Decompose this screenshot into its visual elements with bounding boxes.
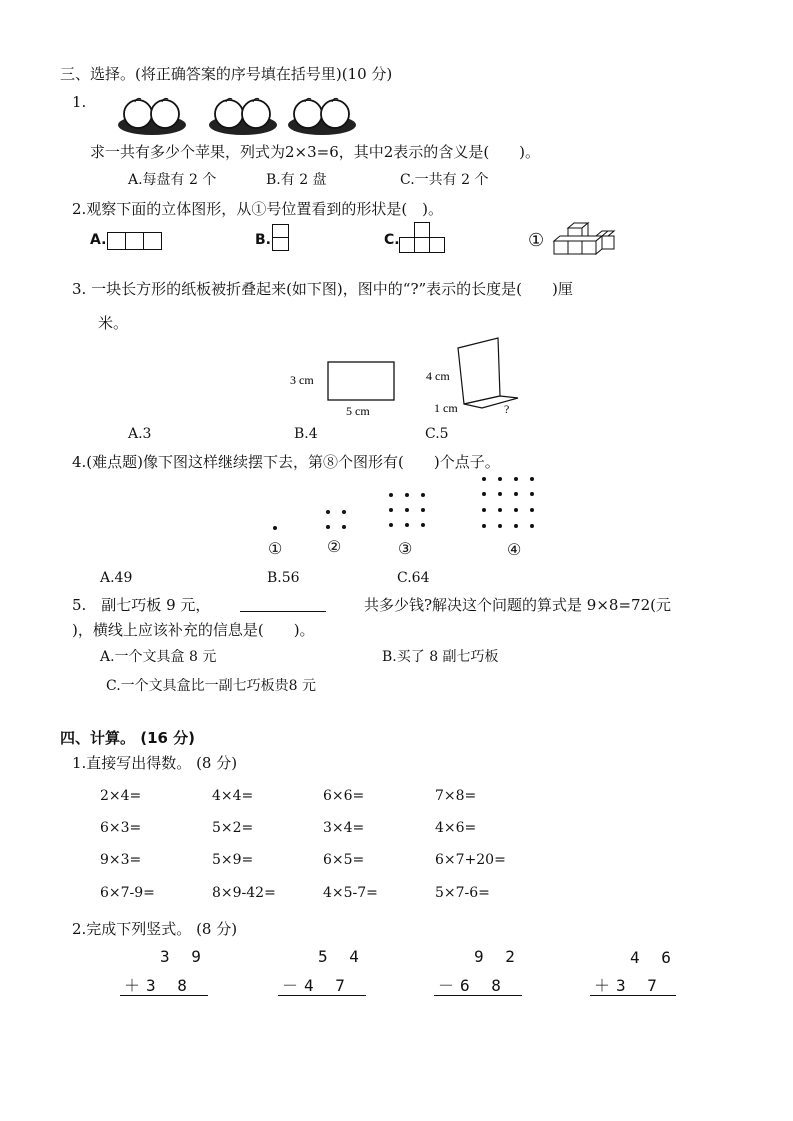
q5-fill-blank (240, 611, 326, 612)
oral-calc-item: 5×2= (212, 820, 254, 836)
q1-option-b: B.有 2 盘 (266, 172, 327, 188)
oral-calc-item: 7×8= (435, 788, 477, 804)
q1-option-a: A.每盘有 2 个 (128, 172, 217, 188)
q5-option-b: B.买了 8 副七巧板 (382, 649, 499, 665)
q3-label-5cm: 5 cm (346, 404, 370, 418)
oral-calc-item: 4×4= (212, 788, 254, 804)
q2-option-a-label: A. (90, 232, 107, 248)
oral-calc-item: 6×3= (100, 820, 142, 836)
plate-2 (209, 98, 277, 135)
q1-number: 1. (72, 93, 87, 111)
vertical-calc-2-top: 5 4 (318, 947, 365, 966)
q4-text: 4.(难点题)像下图这样继续摆下去，第⑧个图形有( )个点子。 (72, 453, 500, 471)
q3-option-c: C.5 (425, 426, 449, 442)
vertical-calc-4-line (590, 995, 676, 996)
oral-calc-item: 2×4= (100, 788, 142, 804)
q5-text-line2: )，横线上应该补充的信息是( )。 (72, 621, 315, 639)
section-4-sub2: 2.完成下列竖式。 (8 分) (72, 920, 238, 938)
plate-1 (118, 98, 186, 135)
vertical-calc-4-bottom: ＋3 7 (594, 976, 663, 995)
q4-option-c: C.64 (397, 570, 430, 586)
section-3-heading: 三、选择。(将正确答案的序号填在括号里)(10 分) (60, 65, 393, 83)
vertical-calc-3-bottom: －6 8 (438, 976, 507, 995)
oral-calc-item: 5×7-6= (435, 885, 490, 901)
q4-fig-label-2: ② (327, 537, 342, 556)
q3-option-a: A.3 (128, 426, 152, 442)
section-4-sub1: 1.直接写出得数。 (8 分) (72, 754, 238, 772)
plate-3 (288, 98, 356, 135)
oral-calc-item: 4×5-7= (323, 885, 378, 901)
apple-plates-illustration (115, 95, 365, 140)
q3-text-line2: 米。 (98, 314, 129, 332)
q1-text: 求一共有多少个苹果，列式为2×3=6，其中2表示的含义是( )。 (90, 143, 541, 161)
oral-calc-item: 6×6= (323, 788, 365, 804)
vertical-calc-2-bottom: －4 7 (282, 976, 351, 995)
q2-option-b-shape (272, 224, 292, 254)
q5-option-c: C.一个文具盒比一副七巧板贵8 元 (106, 678, 317, 694)
q3-option-b: B.4 (294, 426, 318, 442)
q2-option-c-shape (398, 222, 450, 256)
q3-label-4cm: 4 cm (426, 369, 450, 383)
q2-option-b-label: B. (255, 232, 271, 248)
vertical-calc-1-line (120, 995, 208, 996)
q3-label-1cm: 1 cm (434, 401, 458, 415)
q5-option-a: A.一个文具盒 8 元 (100, 649, 217, 665)
q3-text-line1: 3. 一块长方形的纸板被折叠起来(如下图)，图中的“?”表示的长度是( )厘 (72, 280, 573, 298)
q2-position-marker: ① (528, 230, 545, 251)
oral-calc-item: 4×6= (435, 820, 477, 836)
oral-calc-item: 8×9-42= (212, 885, 276, 901)
q3-rectangle-figure (290, 360, 400, 420)
vertical-calc-2-line (278, 995, 366, 996)
q5-text-line1-end: 共多少钱?解决这个问题的算式是 9×8=72(元 (364, 596, 671, 614)
oral-calc-item: 5×9= (212, 852, 254, 868)
vertical-calc-4-top: 4 6 (630, 948, 677, 967)
vertical-calc-1-bottom: ＋3 8 (124, 976, 193, 995)
q3-label-3cm: 3 cm (290, 373, 314, 387)
oral-calc-item: 9×3= (100, 852, 142, 868)
q4-option-a: A.49 (100, 570, 133, 586)
vertical-calc-3-line (434, 995, 522, 996)
q2-text: 2.观察下面的立体图形，从①号位置看到的形状是( )。 (72, 200, 444, 218)
q3-label-question: ? (504, 402, 510, 416)
q4-fig-label-4: ④ (507, 540, 522, 559)
q2-cube-stack-illustration (548, 220, 618, 262)
q4-fig-label-1: ① (268, 539, 283, 558)
q1-option-c: C.一共有 2 个 (400, 172, 489, 188)
oral-calc-item: 3×4= (323, 820, 365, 836)
vertical-calc-3-top: 9 2 (474, 947, 521, 966)
q4-option-b: B.56 (267, 570, 300, 586)
oral-calc-item: 6×7-9= (100, 885, 155, 901)
q5-text-line1-start: 5. 副七巧板 9 元， (72, 596, 211, 614)
vertical-calc-1-top: 3 9 (160, 947, 207, 966)
q3-folded-figure (422, 336, 522, 418)
q2-option-a-shape (107, 232, 163, 250)
q2-option-c-label: C. (384, 232, 400, 248)
q4-fig-label-3: ③ (398, 539, 413, 558)
section-4-heading: 四、计算。 (16 分) (60, 729, 196, 747)
oral-calc-item: 6×7+20= (435, 852, 506, 868)
oral-calc-item: 6×5= (323, 852, 365, 868)
